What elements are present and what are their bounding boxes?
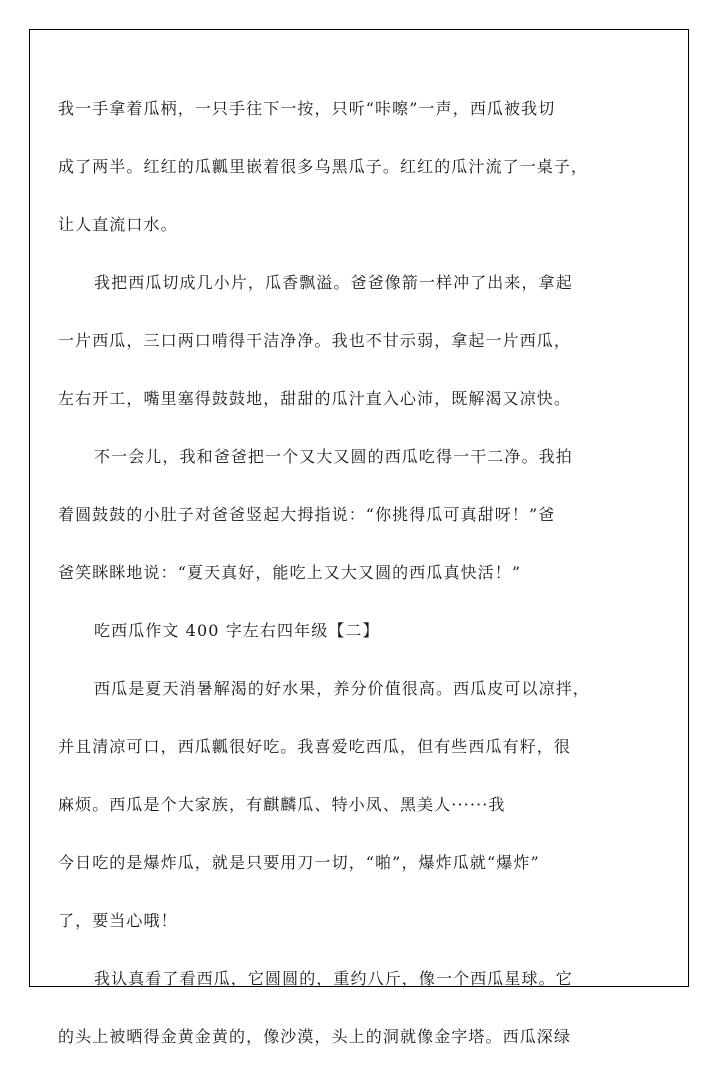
text-line: 一片西瓜，三口两口啃得干洁净净。我也不甘示弱，拿起一片西瓜，: [58, 331, 572, 350]
text-line: 西瓜是夏天消暑解渴的好水果，养分价值很高。西瓜皮可以凉拌，: [94, 679, 590, 698]
text-line: 爸笑眯眯地说：“夏天真好，能吃上又大又圆的西瓜真快活！”: [58, 563, 522, 582]
text-line: 左右开工，嘴里塞得鼓鼓地，甜甜的瓜汁直入心沛，既解渴又凉快。: [58, 389, 572, 408]
text-line: 了，要当心哦！: [58, 911, 178, 930]
text-line: 麻烦。西瓜是个大家族，有麒麟瓜、特小凤、黑美人······我: [58, 795, 506, 814]
text-line: 并且清凉可口，西瓜瓤很好吃。我喜爱吃西瓜，但有些西瓜有籽，很: [58, 737, 572, 756]
text-line: 我把西瓜切成几小片，瓜香飘溢。爸爸像箭一样冲了出来，拿起: [94, 273, 573, 292]
paragraph-5: [58, 950, 638, 1066]
heading-line: 吃西瓜作文 400 字左右四年级【二】: [94, 621, 380, 640]
section-heading: [58, 602, 638, 660]
text-line: 我一手拿着瓜柄，一只手往下一按，只听“咔嚓”一声，西瓜被我切: [58, 99, 556, 118]
text-line: 着圆鼓鼓的小肚子对爸爸竖起大拇指说：“你挑得瓜可真甜呀！”爸: [58, 505, 556, 524]
paragraph-2: [58, 254, 638, 428]
paragraph-3: [58, 428, 638, 602]
text-line: 让人直流口水。: [58, 215, 178, 234]
text-line: 今日吃的是爆炸瓜，就是只要用刀一切，“啪”，爆炸瓜就“爆炸”: [58, 853, 540, 872]
text-line: 成了两半。红红的瓜瓤里嵌着很多乌黑瓜子。红红的瓜汁流了一桌子，: [58, 157, 589, 176]
document-body: [58, 80, 638, 1066]
paragraph-4: [58, 660, 638, 950]
text-line: 不一会儿，我和爸爸把一个又大又圆的西瓜吃得一干二净。我拍: [94, 447, 573, 466]
text-line: 我认真看了看西瓜，它圆圆的，重约八斤，像一个西瓜星球。它: [94, 969, 573, 988]
paragraph-1: [58, 80, 638, 254]
text-line: 的头上被晒得金黄金黄的，像沙漠，头上的洞就像金字塔。西瓜深绿: [58, 1027, 572, 1046]
